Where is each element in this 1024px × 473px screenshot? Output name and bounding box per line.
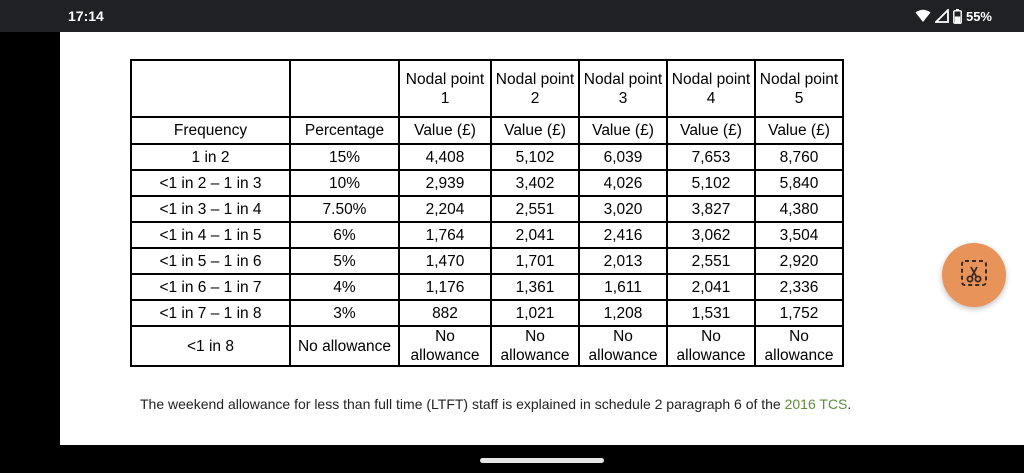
table-cell: 1,208 <box>579 300 667 326</box>
table-cell: Value (£) <box>579 117 667 144</box>
table-cell: No allowance <box>579 326 667 366</box>
table-cell: 5,102 <box>667 170 755 196</box>
table-row <box>131 248 843 274</box>
table-row <box>131 144 843 170</box>
table-cell: 1,764 <box>399 222 491 248</box>
table-cell: 1,531 <box>667 300 755 326</box>
table-cell: 10% <box>290 170 399 196</box>
table-cell: 2,041 <box>491 222 579 248</box>
table-cell: 7.50% <box>290 196 399 222</box>
table-row <box>131 326 843 366</box>
table-cell: Value (£) <box>399 117 491 144</box>
table-cell: 2,939 <box>399 170 491 196</box>
table-row <box>131 222 843 248</box>
table-cell: 3,062 <box>667 222 755 248</box>
table-cell: 2,416 <box>579 222 667 248</box>
table-cell: 6,039 <box>579 144 667 170</box>
table-cell: 4% <box>290 274 399 300</box>
table-cell: 1,176 <box>399 274 491 300</box>
table-cell: 2,041 <box>667 274 755 300</box>
table-cell: <1 in 7 – 1 in 8 <box>131 300 290 326</box>
table-cell: Nodal point 4 <box>667 60 755 117</box>
table-cell: 2,204 <box>399 196 491 222</box>
table-cell: 1,701 <box>491 248 579 274</box>
table-cell: Value (£) <box>667 117 755 144</box>
table-cell: No allowance <box>667 326 755 366</box>
status-bar <box>0 0 1024 32</box>
table-cell: Nodal point 3 <box>579 60 667 117</box>
status-icons <box>915 7 992 25</box>
table-cell: No allowance <box>399 326 491 366</box>
table-cell: 1,021 <box>491 300 579 326</box>
table-cell: <1 in 2 – 1 in 3 <box>131 170 290 196</box>
table-cell: 1,470 <box>399 248 491 274</box>
table-cell: 3,402 <box>491 170 579 196</box>
table-cell: No allowance <box>491 326 579 366</box>
tcs-link[interactable]: 2016 TCS <box>784 396 848 412</box>
battery-percent: 55% <box>965 8 992 24</box>
table-cell <box>290 60 399 117</box>
wifi-icon <box>915 9 931 23</box>
table-cell: Percentage <box>290 117 399 144</box>
table-cell: 4,380 <box>755 196 843 222</box>
status-time: 17:14 <box>68 8 104 24</box>
table-cell: 3,827 <box>667 196 755 222</box>
note-end: . <box>847 396 852 412</box>
screenshot-crop-icon <box>959 258 989 293</box>
table-cell: 3,020 <box>579 196 667 222</box>
table-cell: Nodal point 1 <box>399 60 491 117</box>
navigation-bar <box>0 445 1024 473</box>
allowance-table <box>130 59 844 367</box>
table-cell: 1,361 <box>491 274 579 300</box>
table-cell: 2,013 <box>579 248 667 274</box>
table-cell: Frequency <box>131 117 290 144</box>
table-cell: 1,611 <box>579 274 667 300</box>
table-cell: 1,752 <box>755 300 843 326</box>
table-row <box>131 274 843 300</box>
screenshot-button[interactable] <box>942 243 1006 307</box>
table-cell: 3% <box>290 300 399 326</box>
table-header-row <box>131 60 843 117</box>
table-cell: No allowance <box>290 326 399 366</box>
table-cell: 4,026 <box>579 170 667 196</box>
table-cell: <1 in 3 – 1 in 4 <box>131 196 290 222</box>
battery-icon <box>953 9 962 24</box>
table-cell: Nodal point 2 <box>491 60 579 117</box>
table-cell: 15% <box>290 144 399 170</box>
table-cell: 8,760 <box>755 144 843 170</box>
signal-icon <box>935 9 949 23</box>
table-subheader-row <box>131 117 843 144</box>
table-cell: 6% <box>290 222 399 248</box>
document-content[interactable] <box>60 32 1024 445</box>
table-cell: 3,504 <box>755 222 843 248</box>
table-cell: 2,920 <box>755 248 843 274</box>
table-cell: Value (£) <box>755 117 843 144</box>
table-cell: 882 <box>399 300 491 326</box>
table-cell: <1 in 5 – 1 in 6 <box>131 248 290 274</box>
table-cell <box>131 60 290 117</box>
table-cell: No allowance <box>755 326 843 366</box>
weekend-allowance-note <box>140 396 851 412</box>
table-cell: 5,102 <box>491 144 579 170</box>
table-cell: 2,551 <box>667 248 755 274</box>
table-cell: 5,840 <box>755 170 843 196</box>
note-text: The weekend allowance for less than full time (LTFT) staff is explained in schedule 2 paragraph 6 of the <box>140 396 785 412</box>
table-cell: <1 in 4 – 1 in 5 <box>131 222 290 248</box>
table-cell: 7,653 <box>667 144 755 170</box>
table-row <box>131 170 843 196</box>
table-row <box>131 300 843 326</box>
table-cell: Value (£) <box>491 117 579 144</box>
home-handle[interactable] <box>480 458 604 463</box>
table-cell: <1 in 6 – 1 in 7 <box>131 274 290 300</box>
table-cell: <1 in 8 <box>131 326 290 366</box>
table-cell: 1 in 2 <box>131 144 290 170</box>
table-cell: Nodal point 5 <box>755 60 843 117</box>
table-row <box>131 196 843 222</box>
table-cell: 2,336 <box>755 274 843 300</box>
table-cell: 2,551 <box>491 196 579 222</box>
table-cell: 4,408 <box>399 144 491 170</box>
table-cell: 5% <box>290 248 399 274</box>
